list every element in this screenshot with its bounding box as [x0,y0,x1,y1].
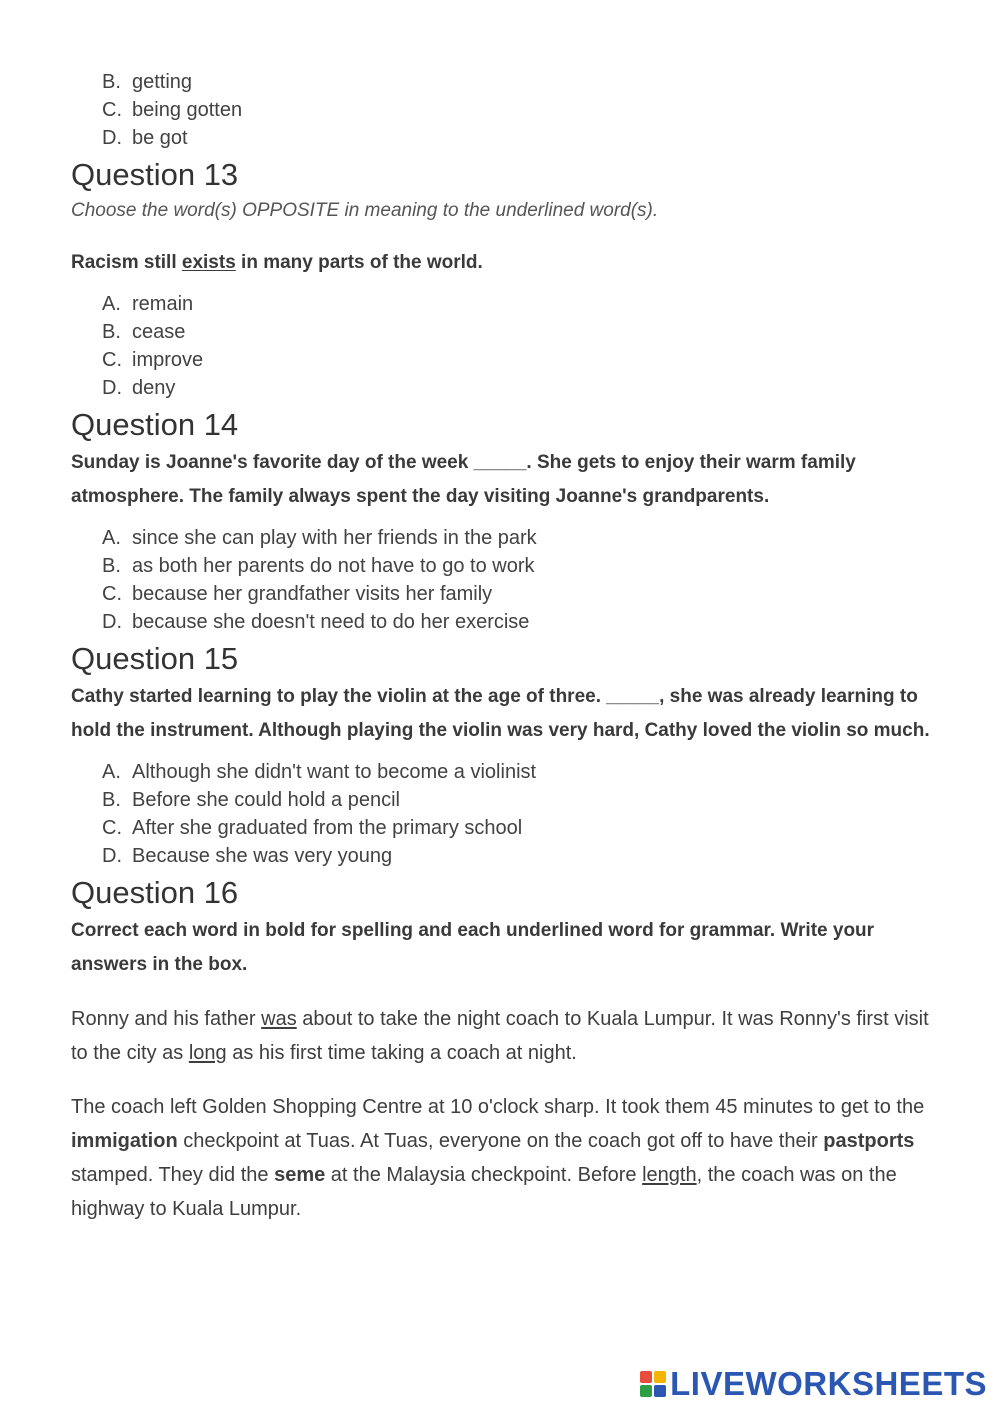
passage-paragraph-2 [71,1090,931,1226]
question-13-options [71,290,931,402]
option-letter: B. [102,555,121,577]
option-text: remain [132,293,194,315]
option-text: be got [132,127,188,149]
passage-text: about to take the night coach to Kuala Lumpur. It was Ronny's first visit to the city as [71,1008,929,1064]
worksheet-page [71,68,931,1226]
option-a[interactable] [71,290,931,318]
option-letter: C. [102,349,122,371]
stem-text: in many parts of the world. [235,252,483,273]
option-c[interactable] [71,96,931,124]
question-13-stem [71,246,931,280]
question-16-stem: Correct each word in bold for spelling and each underlined word for grammar. Write your answers in the box. [71,920,875,975]
option-letter: D. [102,127,122,149]
option-letter: D. [102,377,122,399]
option-letter: C. [102,817,122,839]
option-text: deny [132,377,176,399]
grammar-word: long [188,1042,227,1064]
option-b[interactable] [71,552,931,580]
question-15-stem: Cathy started learning to play the violin at the age of three. _____, she was already learning to hold the instrument. Although playing the violin was very hard, Cathy loved the violin so much. [71,686,930,741]
option-letter: D. [102,845,122,867]
option-text: After she graduated from the primary school [132,817,523,839]
option-letter: A. [102,527,121,549]
question-15-title: Question 15 [71,641,239,676]
passage-text: The coach left Golden Shopping Centre at 10 o'clock sharp. It took them 45 minutes to get to the [71,1096,925,1118]
passage-text: at the Malaysia checkpoint. Before [325,1164,643,1186]
option-c[interactable] [71,814,931,842]
option-text: as both her parents do not have to go to work [132,555,535,577]
option-letter: A. [102,761,121,783]
grammar-word: length [642,1164,697,1186]
option-d[interactable] [71,842,931,870]
passage-text: as his first time taking a coach at night. [226,1042,577,1064]
option-letter: B. [102,71,121,93]
question-15-options [71,758,931,870]
logo-text: LIVEWORKSHEETS [670,1365,987,1402]
spelling-word: seme [274,1164,326,1186]
spelling-word: pastports [823,1130,915,1152]
option-a[interactable] [71,758,931,786]
option-b[interactable] [71,786,931,814]
option-c[interactable] [71,580,931,608]
option-letter: B. [102,321,121,343]
option-letter: D. [102,611,122,633]
spelling-word: immigation [71,1130,178,1152]
prev-question-options [71,68,931,152]
option-text: because her grandfather visits her family [132,583,493,605]
stem-text: Racism still [71,252,182,273]
option-b[interactable] [71,68,931,96]
liveworksheets-logo [640,1364,987,1404]
option-d[interactable] [71,374,931,402]
passage-text: checkpoint at Tuas. At Tuas, everyone on the coach got off to have their [177,1130,824,1152]
passage-paragraph-1 [71,1002,931,1070]
option-letter: C. [102,99,122,121]
option-letter: A. [102,293,121,315]
option-a[interactable] [71,524,931,552]
option-letter: B. [102,789,121,811]
option-letter: C. [102,583,122,605]
option-text: Before she could hold a pencil [132,789,400,811]
option-text: improve [132,349,204,371]
option-text: Although she didn't want to become a violinist [132,761,537,783]
question-14-options [71,524,931,636]
option-text: since she can play with her friends in the park [132,527,537,549]
passage-text: , the coach was on the highway to Kuala Lumpur. [71,1164,897,1220]
question-13-instruction: Choose the word(s) OPPOSITE in meaning to the underlined word(s). [71,200,659,221]
option-d[interactable] [71,608,931,636]
option-text: Because she was very young [132,845,393,867]
option-text: being gotten [132,99,243,121]
question-16-title: Question 16 [71,875,239,910]
grammar-word: was [261,1008,297,1030]
passage-text: stamped. They did the [71,1164,275,1186]
option-b[interactable] [71,318,931,346]
option-text: cease [132,321,186,343]
question-13-title: Question 13 [71,157,239,192]
stem-underlined-word: exists [181,252,236,273]
option-text: getting [132,71,193,93]
logo-mark-icon [640,1371,666,1397]
question-14-stem: Sunday is Joanne's favorite day of the week _____. She gets to enjoy their warm family atmosphere. The family always spent the day visiting Joanne's grandparents. [71,452,856,507]
option-c[interactable] [71,346,931,374]
passage-text: Ronny and his father [71,1008,262,1030]
option-text: because she doesn't need to do her exercise [132,611,530,633]
question-14-title: Question 14 [71,407,239,442]
option-d[interactable] [71,124,931,152]
